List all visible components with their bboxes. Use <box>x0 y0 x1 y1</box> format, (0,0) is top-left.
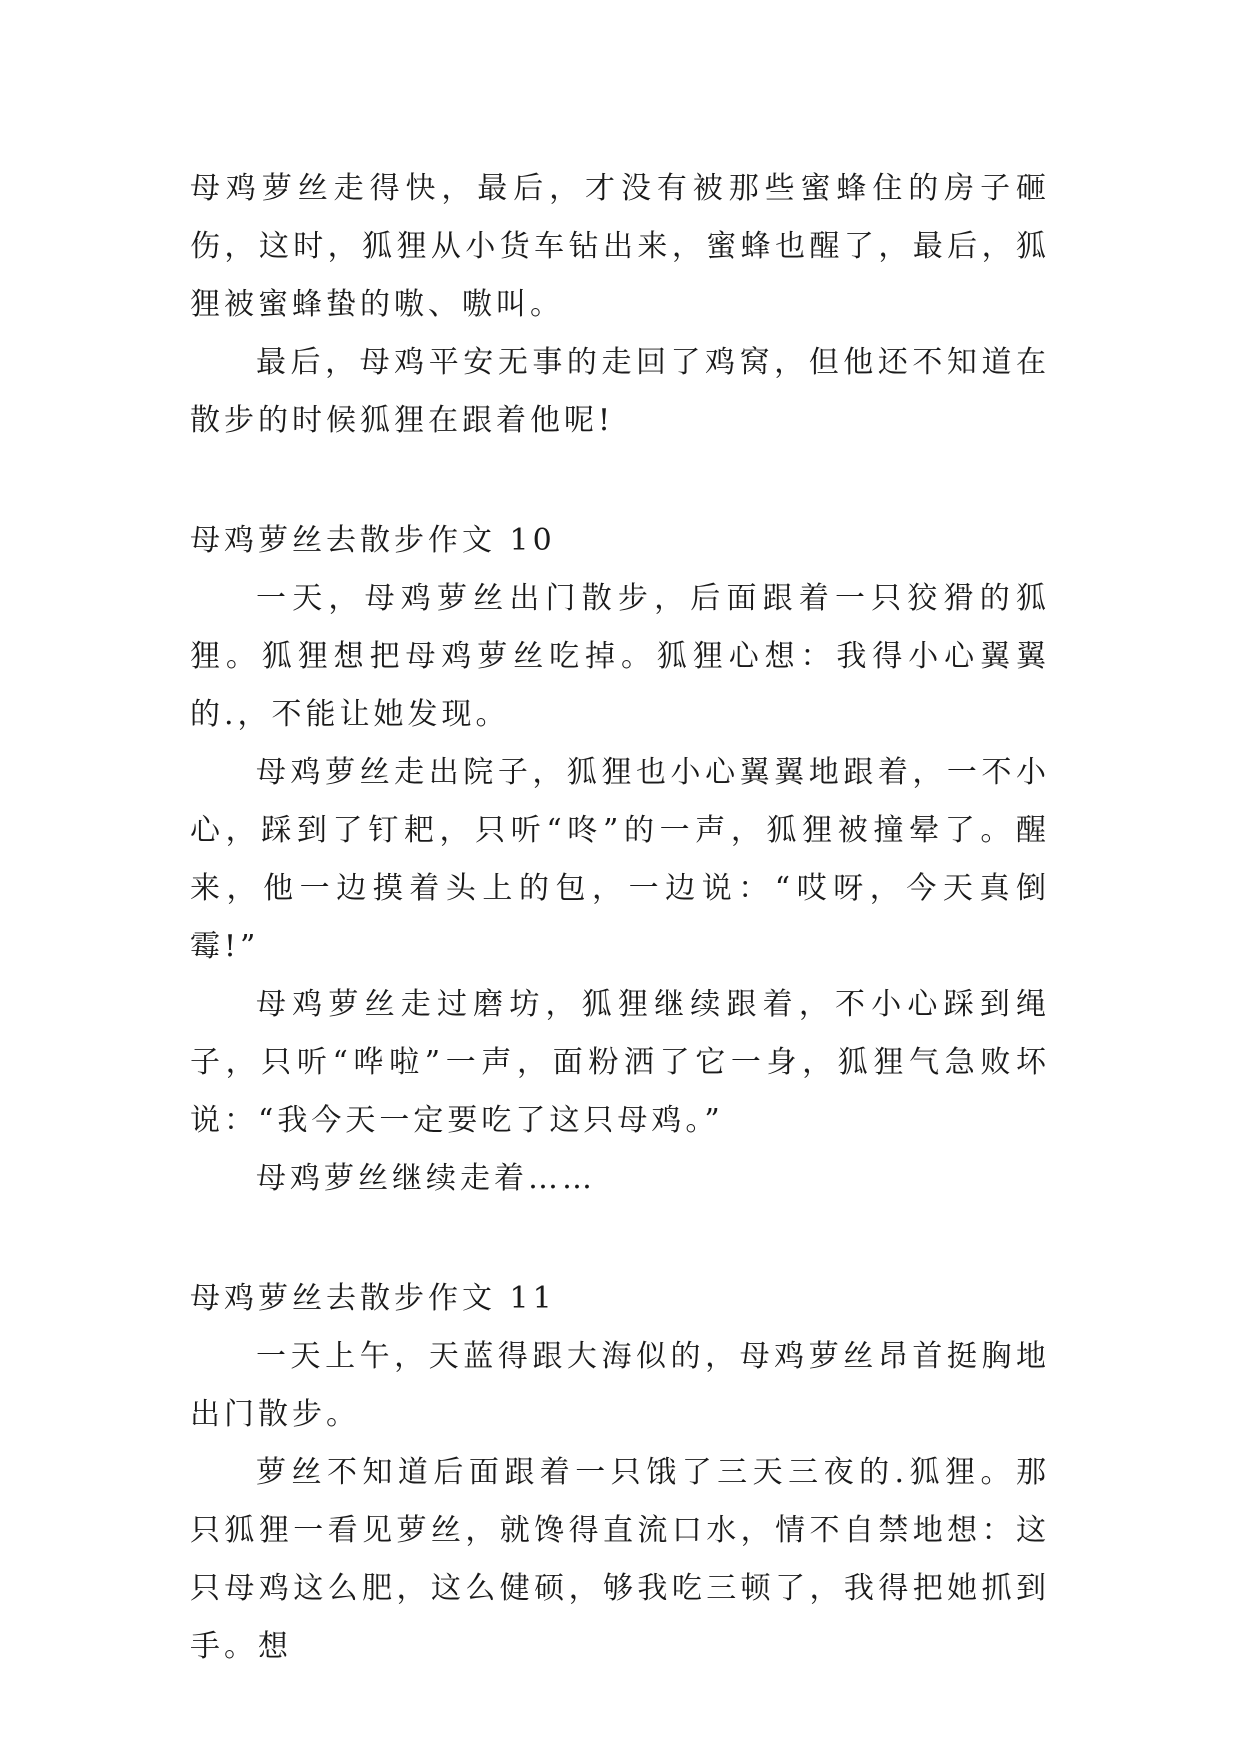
essay-title: 母鸡萝丝去散步作文 11 <box>190 1281 556 1316</box>
essay-title: 母鸡萝丝去散步作文 10 <box>190 523 556 558</box>
essay-section-10 <box>190 512 1050 1208</box>
section-gap <box>190 1208 1050 1270</box>
paragraph: 一天上午，天蓝得跟大海似的，母鸡萝丝昂首挺胸地出门散步。 <box>190 1339 1050 1432</box>
paragraph: 母鸡萝丝走出院子，狐狸也小心翼翼地跟着，一不小心，踩到了钉耙，只听“咚”的一声，狐狸被撞晕了。醒来，他一边摸着头上的包，一边说：“哎呀，今天真倒霉!” <box>190 755 1050 964</box>
section-continuation <box>190 160 1050 450</box>
paragraph: 母鸡萝丝继续走着…… <box>256 1161 596 1196</box>
paragraph: 一天，母鸡萝丝出门散步，后面跟着一只狡猾的狐狸。狐狸想把母鸡萝丝吃掉。狐狸心想：我得小心翼翼的.，不能让她发现。 <box>190 581 1050 732</box>
document-page <box>190 160 1050 1676</box>
paragraph: 母鸡萝丝走得快，最后，才没有被那些蜜蜂住的房子砸伤，这时，狐狸从小货车钻出来，蜜蜂也醒了，最后，狐狸被蜜蜂蛰的嗷、嗷叫。 <box>190 171 1050 322</box>
paragraph: 萝丝不知道后面跟着一只饿了三天三夜的.狐狸。那只狐狸一看见萝丝，就馋得直流口水，情不自禁地想：这只母鸡这么肥，这么健硕，够我吃三顿了，我得把她抓到手。想 <box>190 1455 1050 1664</box>
paragraph: 母鸡萝丝走过磨坊，狐狸继续跟着，不小心踩到绳子，只听“哗啦”一声，面粉洒了它一身，狐狸气急败坏说：“我今天一定要吃了这只母鸡。” <box>190 987 1050 1138</box>
paragraph: 最后，母鸡平安无事的走回了鸡窝，但他还不知道在散步的时候狐狸在跟着他呢! <box>190 345 1050 438</box>
section-gap <box>190 450 1050 512</box>
essay-section-11 <box>190 1270 1050 1676</box>
